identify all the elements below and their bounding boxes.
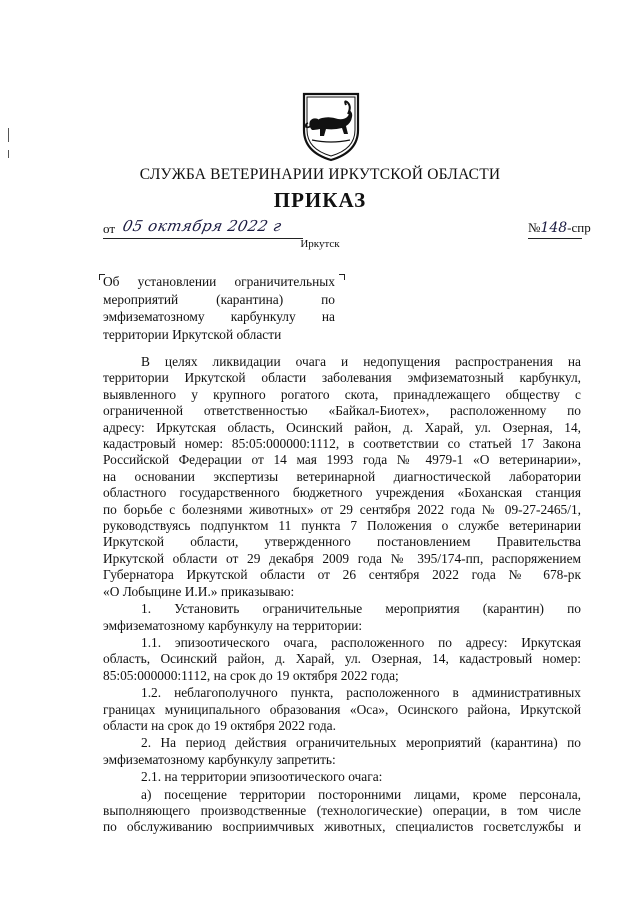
subject-line: эмфизематозному карбункулу на xyxy=(103,309,335,325)
body-line: 2. На период действия ограничительных мероприятий (карантина) по xyxy=(141,735,581,751)
body-line: области на срок до 19 октября 2022 года. xyxy=(103,717,336,733)
body-line: Губернатора Иркутской области от 26 сентября 2022 года № 678-рк xyxy=(103,567,581,583)
body-line: Иркутской области, утвержденного постановлением Правительства xyxy=(103,534,581,550)
body-line: «О Лобыцине И.И.» приказываю: xyxy=(103,583,295,599)
body-line: по обслуживанию восприимчивых животных, специалистов госветслужбы и xyxy=(103,819,581,835)
body-line: 2.1. на территории эпизоотического очага: xyxy=(141,769,383,785)
body-line: областного государственного бюджетного учреждения «Боханская станция xyxy=(103,485,581,501)
document-body xyxy=(103,354,581,836)
body-line: ограниченной ответственностью «Байкал-Биотех», расположенному по xyxy=(103,403,581,419)
handwritten-number: 148 xyxy=(540,220,568,236)
subject-line: территории Иркутской области xyxy=(103,326,282,342)
body-line: эмфизематозному карбункулу запретить: xyxy=(103,751,336,767)
body-line: 1.1. эпизоотического очага, расположенного по адресу: Иркутская xyxy=(141,634,581,650)
document-subject xyxy=(103,273,335,343)
body-line: В целях ликвидации очага и недопущения распространения на xyxy=(141,354,581,369)
body-line: а) посещение территории посторонними лицами, кроме персонала, xyxy=(141,786,581,802)
body-line: эмфизематозному карбункулу на территории: xyxy=(103,617,363,633)
subject-corner-mark-right xyxy=(339,274,345,280)
body-line: Иркутской области от 29 декабря 2009 года № 395/174-пп, распоряжением xyxy=(103,550,581,566)
body-line: руководствуясь подпунктом 11 пункта 7 Положения о службе ветеринарии xyxy=(103,518,581,534)
body-line: выполняющего производственные (технологические) операции, в том числе xyxy=(103,802,581,818)
body-line: кадастровый номер: 85:05:000000:1112, в соответствии со статьей 17 Закона xyxy=(103,436,581,452)
number-prefix: № xyxy=(528,220,541,235)
body-line: территории Иркутской области заболевания эмфизематозный карбункул, xyxy=(103,370,581,386)
subject-line: мероприятий (карантина) по xyxy=(103,291,335,307)
body-line: Российской Федерации от 14 мая 1993 года № 4979-1 «О ветеринарии», xyxy=(103,452,581,468)
date-prefix: от xyxy=(103,221,116,236)
body-line: 85:05:000000:1112, на срок до 19 октября 2022 года; xyxy=(103,667,399,683)
organization-name: СЛУЖБА ВЕТЕРИНАРИИ ИРКУТСКОЙ ОБЛАСТИ xyxy=(139,166,501,183)
scan-margin-mark xyxy=(8,128,9,142)
body-line: выявленного у крупного рогатого скота, принадлежащего обществу с xyxy=(103,386,581,402)
body-line: 1.2. неблагополучного пункта, расположенного в административных xyxy=(141,685,581,701)
body-line: адресу: Иркутская область, Осинский район, д. Харай, ул. Озерная, 14, xyxy=(103,419,581,435)
document-date-field xyxy=(103,217,303,239)
body-line: область, Осинский район, д. Харай, ул. Озерная, 14, кадастровый номер: xyxy=(103,651,581,667)
body-line: 1. Установить ограничительные мероприятия (карантин) по xyxy=(141,601,581,617)
subject-line: Об установлении ограничительных xyxy=(103,274,335,289)
body-line: на основании экспертизы ветеринарной диагностической лаборатории xyxy=(103,468,581,484)
number-suffix: -спр xyxy=(567,220,591,235)
document-city: Иркутск xyxy=(300,238,340,250)
scan-margin-mark xyxy=(8,150,9,158)
body-line: по борьбе с болезнями животных» от 29 сентября 2022 года № 09-27-2465/1, xyxy=(103,501,581,517)
handwritten-date: 05 октября 2022 г xyxy=(121,217,284,235)
document-type-title: ПРИКАЗ xyxy=(273,188,367,212)
body-line: границах муниципального образования «Оса», Осинского района, Иркутской xyxy=(103,701,581,717)
document-number-field xyxy=(528,220,591,239)
coat-of-arms-emblem xyxy=(300,90,362,162)
